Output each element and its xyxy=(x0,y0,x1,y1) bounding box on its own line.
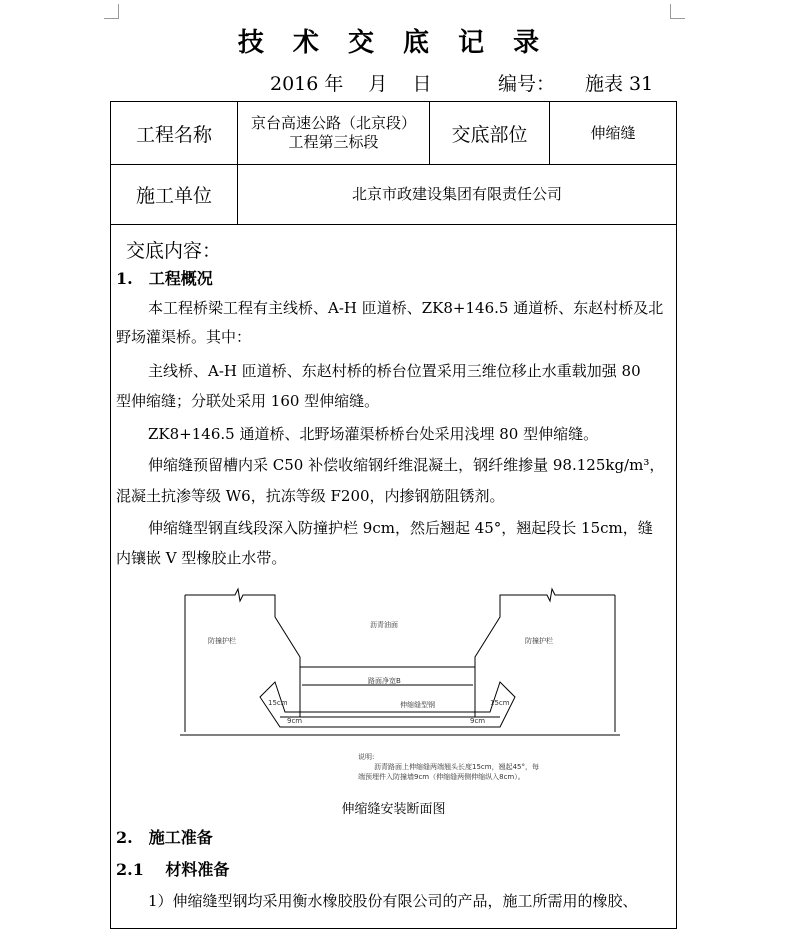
handover-part-value: 伸缩缝 xyxy=(590,123,636,142)
diagram-caption: 伸缩缝安装断面图 xyxy=(341,802,446,817)
document-title: 技 术 交 底 记 录 xyxy=(237,28,550,58)
label-left-dim: 9cm xyxy=(287,717,303,725)
construction-unit-label: 施工单位 xyxy=(135,185,212,207)
left-guardrail-outline xyxy=(185,589,300,667)
label-right-raise: 15cm xyxy=(490,699,510,707)
paragraph-line: 混凝土抗渗等级 W6，抗冻等级 F200，内掺钢筋阻锈剂。 xyxy=(116,487,505,505)
paragraph-line: 野场灌渠桥。其中： xyxy=(116,328,252,346)
crop-mark-top-left xyxy=(104,4,119,19)
number-value: 施表 31 xyxy=(585,73,654,95)
construction-unit-value: 北京市政建设集团有限责任公司 xyxy=(351,185,562,203)
label-guardrail-right: 防撞护栏 xyxy=(525,637,553,645)
section-1-heading: 1. 工程概况 xyxy=(116,269,213,288)
right-guardrail-outline xyxy=(475,589,615,667)
content-title: 交底内容： xyxy=(126,240,222,262)
paragraph-line: 本工程桥梁工程有主线桥、A-H 匝道桥、ZK8+146.5 通道桥、东赵村桥及北 xyxy=(148,299,664,317)
label-road-width: 路面净宽B xyxy=(368,677,401,685)
label-left-raise: 15cm xyxy=(268,699,288,707)
paragraph-line: ZK8+146.5 通道桥、北野场灌渠桥桥台处采用浅埋 80 型伸缩缝。 xyxy=(148,425,599,443)
date-field: 2016 年 月 日 xyxy=(270,73,432,95)
label-road-surface: 沥青油面 xyxy=(370,621,398,629)
row-divider xyxy=(111,224,676,225)
paragraph-line: 伸缩缝预留槽内采 C50 补偿收缩钢纤维混凝土，钢纤维掺量 98.125kg/m³， xyxy=(148,456,665,474)
section-2-heading: 2. 施工准备 xyxy=(116,828,213,847)
number-label: 编号： xyxy=(498,73,556,95)
project-name-value xyxy=(238,102,429,164)
paragraph-line: 主线桥、A-H 匝道桥、东赵村桥的桥台位置采用三维位移止水重载加强 80 xyxy=(148,362,641,380)
paragraph-line: 伸缩缝型钢直线段深入防撞护栏 9cm，然后翘起 45°，翘起段长 15cm，缝 xyxy=(148,519,653,537)
section-2-1-heading: 2.1 材料准备 xyxy=(116,860,230,879)
crop-mark-top-right xyxy=(670,4,685,19)
paragraph-line: 内镶嵌 V 型橡胶止水带。 xyxy=(116,549,287,567)
expansion-joint-section-diagram xyxy=(180,587,620,752)
diagram-note-line1: 沥青路面上伸缩缝两端翘头长度15cm，翘起45°，每 xyxy=(374,763,539,771)
project-name-line2: 工程第三标段 xyxy=(288,133,379,151)
label-guardrail-left: 防撞护栏 xyxy=(208,637,236,645)
project-name-label: 工程名称 xyxy=(135,123,212,146)
paragraph-line: 1）伸缩缝型钢均采用衡水橡胶股份有限公司的产品，施工所需用的橡胶、 xyxy=(148,892,638,910)
header-info-line xyxy=(0,69,787,95)
project-name-line1: 京台高速公路（北京段） xyxy=(250,114,416,132)
label-steel: 伸缩缝型钢 xyxy=(400,701,435,709)
handover-part-label: 交底部位 xyxy=(451,123,528,146)
diagram-note-line2: 端预埋件入防撞墙9cm（伸缩缝两侧伸缩纵入8cm）。 xyxy=(358,773,525,781)
diagram-note-title: 说明: xyxy=(358,753,375,761)
label-right-dim: 9cm xyxy=(470,717,486,725)
paragraph-line: 型伸缩缝；分联处采用 160 型伸缩缝。 xyxy=(116,392,380,410)
